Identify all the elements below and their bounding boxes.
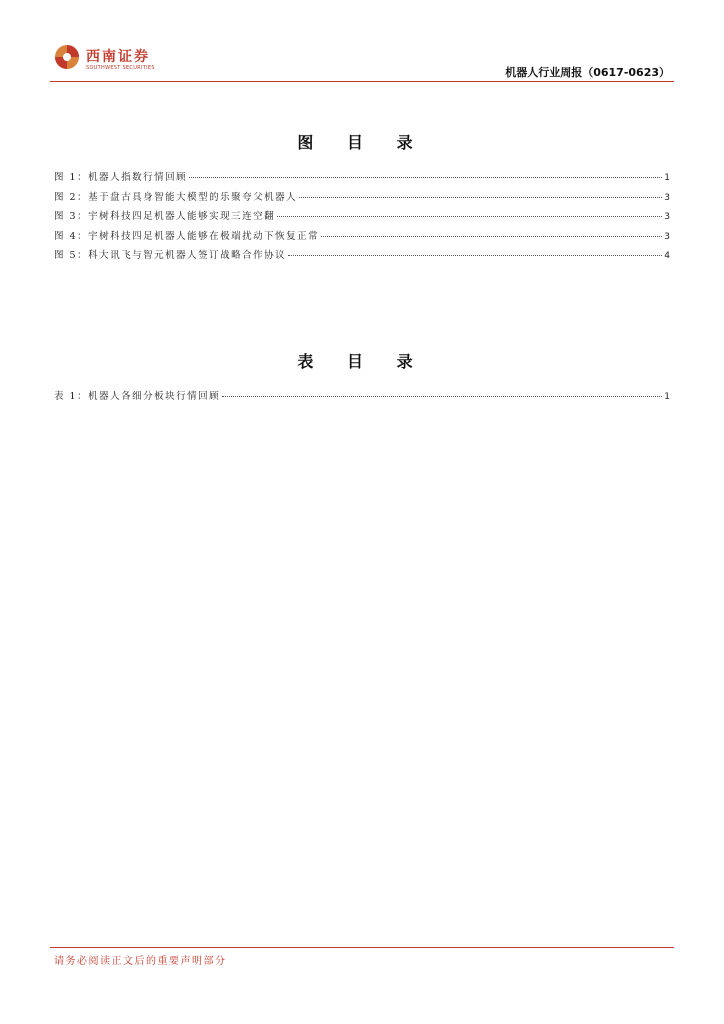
toc-entry-page: 3 [664, 212, 670, 222]
toc-entry-label: 图 3：宇树科技四足机器人能够实现三连空翻 [54, 211, 276, 222]
toc-leader-dots [222, 396, 662, 397]
toc-entry-label: 图 4：宇树科技四足机器人能够在极端扰动下恢复正常 [54, 230, 320, 242]
toc-entry-label: 图 2：基于盘古具身智能大模型的乐聚夸父机器人 [54, 191, 298, 203]
toc-entry-page: 3 [664, 231, 670, 242]
toc-entry-label: 图 5：科大讯飞与智元机器人签订战略合作协议 [54, 250, 287, 261]
toc-entry[interactable] [54, 169, 670, 189]
southwest-securities-logo-icon [54, 44, 80, 70]
footer-divider [50, 947, 674, 948]
toc-leader-dots [277, 216, 662, 217]
toc-leader-dots [288, 255, 662, 256]
figures-toc-title: 图 目 录 [297, 133, 427, 152]
tables-toc-list [54, 388, 670, 408]
tables-toc-title: 表 目 录 [297, 352, 427, 371]
toc-entry[interactable] [54, 247, 670, 267]
report-title: 机器人行业周报（0617-0623） [505, 66, 670, 79]
toc-entry[interactable] [54, 388, 670, 408]
logo-name-en: SOUTHWEST SECURITIES [86, 65, 155, 71]
toc-entry[interactable] [54, 228, 670, 248]
toc-entry-page: 1 [664, 392, 670, 402]
toc-entry[interactable] [54, 189, 670, 209]
toc-entry-page: 4 [664, 251, 670, 261]
toc-leader-dots [321, 236, 662, 237]
toc-entry-label: 表 1：机器人各细分板块行情回顾 [54, 391, 221, 402]
header-divider [50, 81, 674, 82]
toc-entry-page: 1 [664, 173, 670, 183]
logo-name-cn: 西南证券 [86, 49, 150, 65]
toc-leader-dots [299, 197, 662, 198]
toc-entry-label: 图 1：机器人指数行情回顾 [54, 172, 188, 183]
toc-leader-dots [189, 177, 662, 178]
toc-entry[interactable] [54, 208, 670, 228]
toc-entry-page: 3 [664, 192, 670, 203]
company-logo [54, 44, 164, 74]
figures-toc-list [54, 169, 670, 267]
footer-notice: 请务必阅读正文后的重要声明部分 [54, 956, 227, 967]
